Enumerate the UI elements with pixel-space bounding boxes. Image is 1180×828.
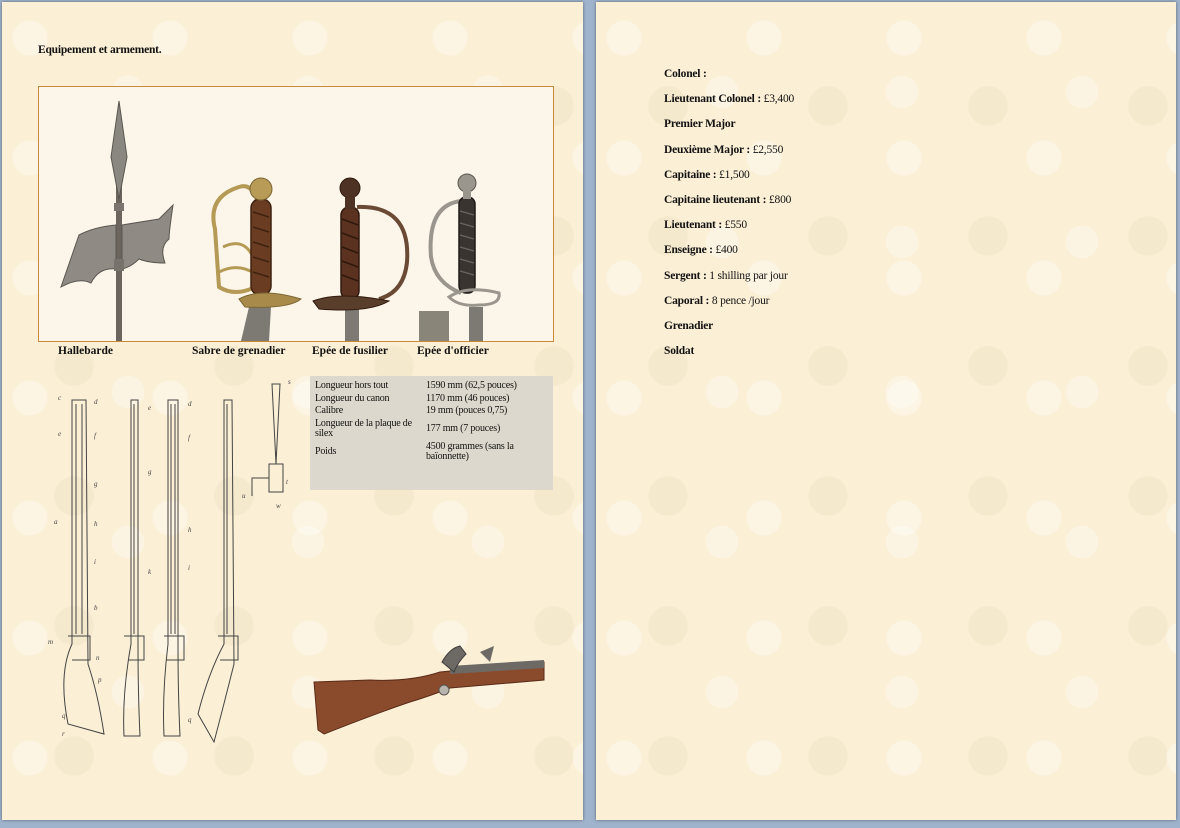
svg-text:d: d — [188, 400, 192, 408]
caption-hallebarde: Hallebarde — [58, 345, 113, 357]
rank-name: Capitaine : — [664, 168, 717, 181]
rank-name: Capitaine lieutenant : — [664, 193, 767, 206]
svg-text:n: n — [96, 654, 100, 662]
spec-value: 19 mm (pouces 0,75) — [426, 405, 508, 416]
spec-row — [315, 380, 544, 393]
officer-sword-image — [419, 174, 499, 341]
list-item — [664, 295, 794, 320]
halberd-image — [61, 101, 173, 341]
rank-name: Caporal : — [664, 294, 710, 307]
rank-name: Colonel : — [664, 68, 707, 80]
rank-name: Grenadier — [664, 319, 714, 332]
musket-spec-table — [315, 380, 544, 464]
spec-row — [315, 418, 544, 441]
rank-pay: £2,550 — [752, 143, 784, 156]
svg-text:t: t — [286, 478, 288, 486]
weapons-photo-frame — [38, 86, 554, 342]
rank-pay: £400 — [715, 244, 738, 257]
spec-value: 1170 mm (46 pouces) — [426, 392, 510, 404]
svg-text:c: c — [58, 394, 62, 402]
svg-text:h: h — [188, 526, 192, 534]
svg-text:h: h — [94, 520, 98, 528]
musket-photo — [310, 632, 546, 742]
svg-text:a: a — [54, 518, 58, 526]
spec-value: 1590 mm (62,5 pouces) — [426, 380, 517, 391]
rank-name: Deuxième Major : — [664, 143, 750, 156]
list-item — [664, 93, 794, 118]
list-item — [664, 68, 794, 93]
svg-text:m: m — [48, 638, 54, 646]
list-item — [664, 320, 794, 345]
list-item — [664, 144, 794, 169]
spec-value: 4500 grammes (sans la baïonnette) — [426, 440, 514, 462]
svg-text:g: g — [148, 468, 152, 476]
rank-pay: £800 — [768, 193, 792, 206]
list-item — [664, 219, 794, 244]
svg-text:w: w — [276, 502, 281, 510]
svg-text:i: i — [188, 564, 190, 572]
page-heading: Equipement et armement. — [38, 44, 162, 56]
svg-text:i: i — [94, 558, 96, 566]
list-item — [664, 345, 794, 370]
list-item — [664, 244, 794, 269]
spec-row — [315, 393, 544, 406]
rank-name: Lieutenant : — [664, 219, 722, 232]
fusilier-sword-image — [313, 178, 407, 341]
rank-pay: 8 pence /jour — [711, 294, 770, 307]
svg-text:u: u — [242, 492, 246, 500]
svg-text:e: e — [58, 430, 62, 438]
grenadier-sabre-image — [213, 178, 301, 341]
list-item — [664, 270, 794, 295]
spec-label: Longueur de la plaque de silex — [315, 417, 412, 439]
rank-pay: £1,500 — [719, 168, 750, 181]
svg-text:f: f — [188, 434, 190, 442]
caption-epee-d-officier: Epée d'officier — [417, 345, 489, 357]
rank-pay-list — [664, 68, 794, 370]
svg-text:b: b — [94, 604, 98, 612]
weapons-photo — [39, 87, 553, 341]
list-item — [664, 169, 794, 194]
svg-text:d: d — [94, 398, 98, 406]
rank-name: Soldat — [664, 345, 695, 358]
spec-row — [315, 441, 544, 464]
rank-name: Enseigne : — [664, 244, 713, 257]
rank-name: Sergent : — [664, 269, 707, 282]
list-item — [664, 194, 794, 219]
rank-pay: 1 shilling par jour — [709, 269, 788, 282]
left-page — [2, 2, 583, 820]
rank-pay: £3,400 — [763, 93, 795, 106]
spec-label: Poids — [315, 445, 337, 457]
list-item — [664, 118, 794, 143]
rank-name: Premier Major — [664, 118, 736, 131]
musket-technical-drawing — [38, 374, 300, 746]
right-page — [596, 2, 1176, 820]
rank-name: Lieutenant Colonel : — [664, 93, 761, 106]
svg-text:s: s — [288, 378, 291, 386]
svg-text:p: p — [98, 676, 102, 684]
spec-row — [315, 405, 544, 418]
musket-spec-table-box — [310, 376, 553, 490]
spec-value: 177 mm (7 pouces) — [426, 422, 501, 434]
svg-text:k: k — [148, 568, 152, 576]
svg-text:f: f — [94, 432, 96, 440]
svg-text:q: q — [188, 716, 192, 724]
spec-label: Longueur du canon — [315, 392, 390, 404]
svg-text:g: g — [94, 480, 98, 488]
spec-label: Calibre — [315, 405, 344, 416]
svg-text:e: e — [148, 404, 152, 412]
caption-epee-de-fusilier: Epée de fusilier — [312, 345, 389, 357]
caption-sabre-de-grenadier: Sabre de grenadier — [192, 345, 286, 357]
rank-pay: £550 — [724, 219, 747, 232]
svg-text:r: r — [62, 730, 65, 738]
spec-label: Longueur hors tout — [315, 380, 389, 391]
svg-text:q: q — [62, 712, 66, 720]
